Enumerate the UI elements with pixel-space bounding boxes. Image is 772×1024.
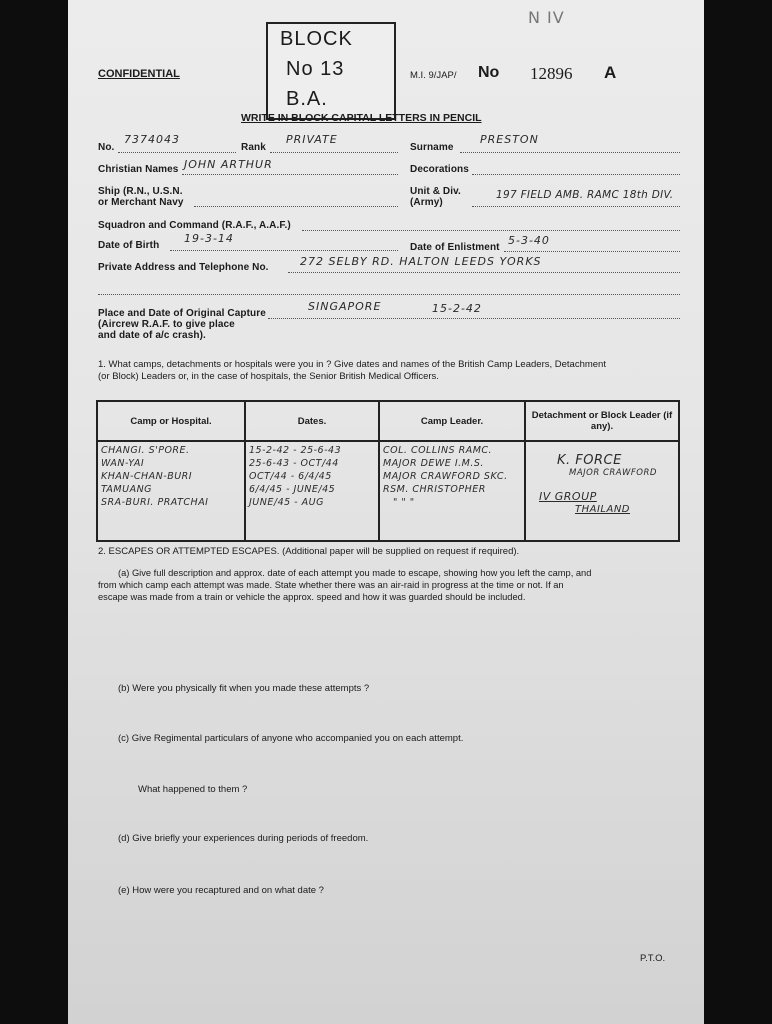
surname-value: PRESTON <box>480 133 539 146</box>
leader-entry: " " " <box>393 497 415 508</box>
detachment-entry: THAILAND <box>575 504 631 515</box>
date-entry: 15-2-42 - 25-6-43 <box>249 445 342 456</box>
question-2e: (e) How were you recaptured and on what date ? <box>118 885 324 896</box>
unit-value: 197 FIELD AMB. RAMC 18th DIV. <box>496 189 674 201</box>
enlistment-label: Date of Enlistment <box>410 242 500 253</box>
camps-cell-detachment <box>525 441 679 541</box>
question-2c-followup: What happened to them ? <box>138 784 248 795</box>
date-entry: 6/4/45 - JUNE/45 <box>249 484 336 495</box>
question-2d: (d) Give briefly your experiences during periods of freedom. <box>118 833 369 844</box>
detachment-entry: IV GROUP <box>539 490 597 503</box>
surname-label: Surname <box>410 142 454 153</box>
ship-label-1: Ship (R.N., U.S.N. <box>98 186 183 197</box>
dob-label: Date of Birth <box>98 240 160 251</box>
confidential-label: CONFIDENTIAL <box>98 68 180 80</box>
address-value: 272 SELBY RD. HALTON LEEDS YORKS <box>300 255 542 268</box>
leader-entry: MAJOR DEWE I.M.S. <box>383 458 484 469</box>
unit-label-2: (Army) <box>410 197 443 208</box>
capture-label-3: and date of a/c crash). <box>98 330 206 341</box>
christian-names-value: JOHN ARTHUR <box>184 158 273 171</box>
enlistment-value: 5-3-40 <box>508 234 550 247</box>
detachment-entry: K. FORCE <box>557 453 622 468</box>
question-2a-line-1: (a) Give full description and approx. date of each attempt you made to escape, showing how you left the camp, and <box>118 568 592 578</box>
no-label: No. <box>98 142 115 153</box>
squadron-label: Squadron and Command (R.A.F., A.A.F.) <box>98 220 291 231</box>
capture-label-2: (Aircrew R.A.F. to give place <box>98 319 235 330</box>
camps-header-camp: Camp or Hospital. <box>97 401 245 441</box>
no-value: 7374043 <box>124 133 180 146</box>
camp-entry: WAN-YAI <box>101 458 145 469</box>
question-2-heading: 2. ESCAPES OR ATTEMPTED ESCAPES. (Additional paper will be supplied on request if required). <box>98 546 520 557</box>
ship-label-2: or Merchant Navy <box>98 197 184 208</box>
block-stamp <box>266 22 396 120</box>
question-1-line-2: (or Block) Leaders or, in the case of hospitals, the Senior British Medical Officers. <box>98 371 439 382</box>
form-no-label: No <box>478 64 500 81</box>
christian-names-label: Christian Names <box>98 164 179 175</box>
stamp-line-3: B.A. <box>286 88 328 110</box>
camps-header-dates: Dates. <box>245 401 379 441</box>
camps-header-leader: Camp Leader. <box>379 401 525 441</box>
form-page <box>68 0 704 1024</box>
question-2b: (b) Were you physically fit when you made these attempts ? <box>118 683 370 694</box>
leader-entry: RSM. CHRISTOPHER <box>383 484 486 495</box>
handwritten-top-mark: N IV <box>528 8 565 27</box>
decorations-label: Decorations <box>410 164 469 175</box>
camps-table <box>96 400 680 542</box>
detachment-entry: MAJOR CRAWFORD <box>569 468 657 478</box>
form-ref: M.I. 9/JAP/ <box>410 70 457 81</box>
capture-date: 15-2-42 <box>432 302 482 315</box>
question-2c: (c) Give Regimental particulars of anyone who accompanied you on each attempt. <box>118 733 464 744</box>
camp-entry: KHAN-CHAN-BURI <box>101 471 193 482</box>
form-letter: A <box>604 63 617 82</box>
pencil-instruction: WRITE IN BLOCK CAPITAL LETTERS IN PENCIL <box>241 112 482 124</box>
form-number: 12896 <box>530 64 573 83</box>
camp-entry: TAMUANG <box>101 484 153 495</box>
unit-label-1: Unit & Div. <box>410 186 461 197</box>
camp-entry: CHANGI. S'PORE. <box>101 445 190 456</box>
dob-value: 19-3-14 <box>184 232 234 245</box>
camps-cell-dates <box>245 441 379 541</box>
leader-entry: COL. COLLINS RAMC. <box>383 445 493 456</box>
rank-label: Rank <box>241 142 266 153</box>
stamp-line-1: BLOCK <box>280 28 353 50</box>
capture-place: SINGAPORE <box>308 300 382 313</box>
leader-entry: MAJOR CRAWFORD SKC. <box>383 471 508 482</box>
address-label: Private Address and Telephone No. <box>98 262 269 273</box>
camps-header-detachment: Detachment or Block Leader (if any). <box>525 401 679 441</box>
camp-entry: SRA-BURI. PRATCHAI <box>101 497 209 508</box>
question-1-line-1: 1. What camps, detachments or hospitals were you in ? Give dates and names of the British Camp Leaders, Detachment <box>98 359 606 370</box>
date-entry: 25-6-43 - OCT/44 <box>249 458 339 469</box>
date-entry: JUNE/45 - AUG <box>249 497 324 508</box>
date-entry: OCT/44 - 6/4/45 <box>249 471 332 482</box>
capture-label-1: Place and Date of Original Capture <box>98 308 266 319</box>
rank-value: PRIVATE <box>286 133 338 146</box>
stamp-line-2: No 13 <box>286 58 345 80</box>
pto-label: P.T.O. <box>640 953 666 964</box>
camps-cell-camp <box>97 441 245 541</box>
question-2a-line-3: escape was made from a train or vehicle the approx. speed and how it was guarded should be included. <box>98 592 526 602</box>
camps-cell-leader <box>379 441 525 541</box>
question-2a-line-2: from which camp each attempt was made. State whether there was an air-raid in progress at the time or not. If an <box>98 580 564 590</box>
